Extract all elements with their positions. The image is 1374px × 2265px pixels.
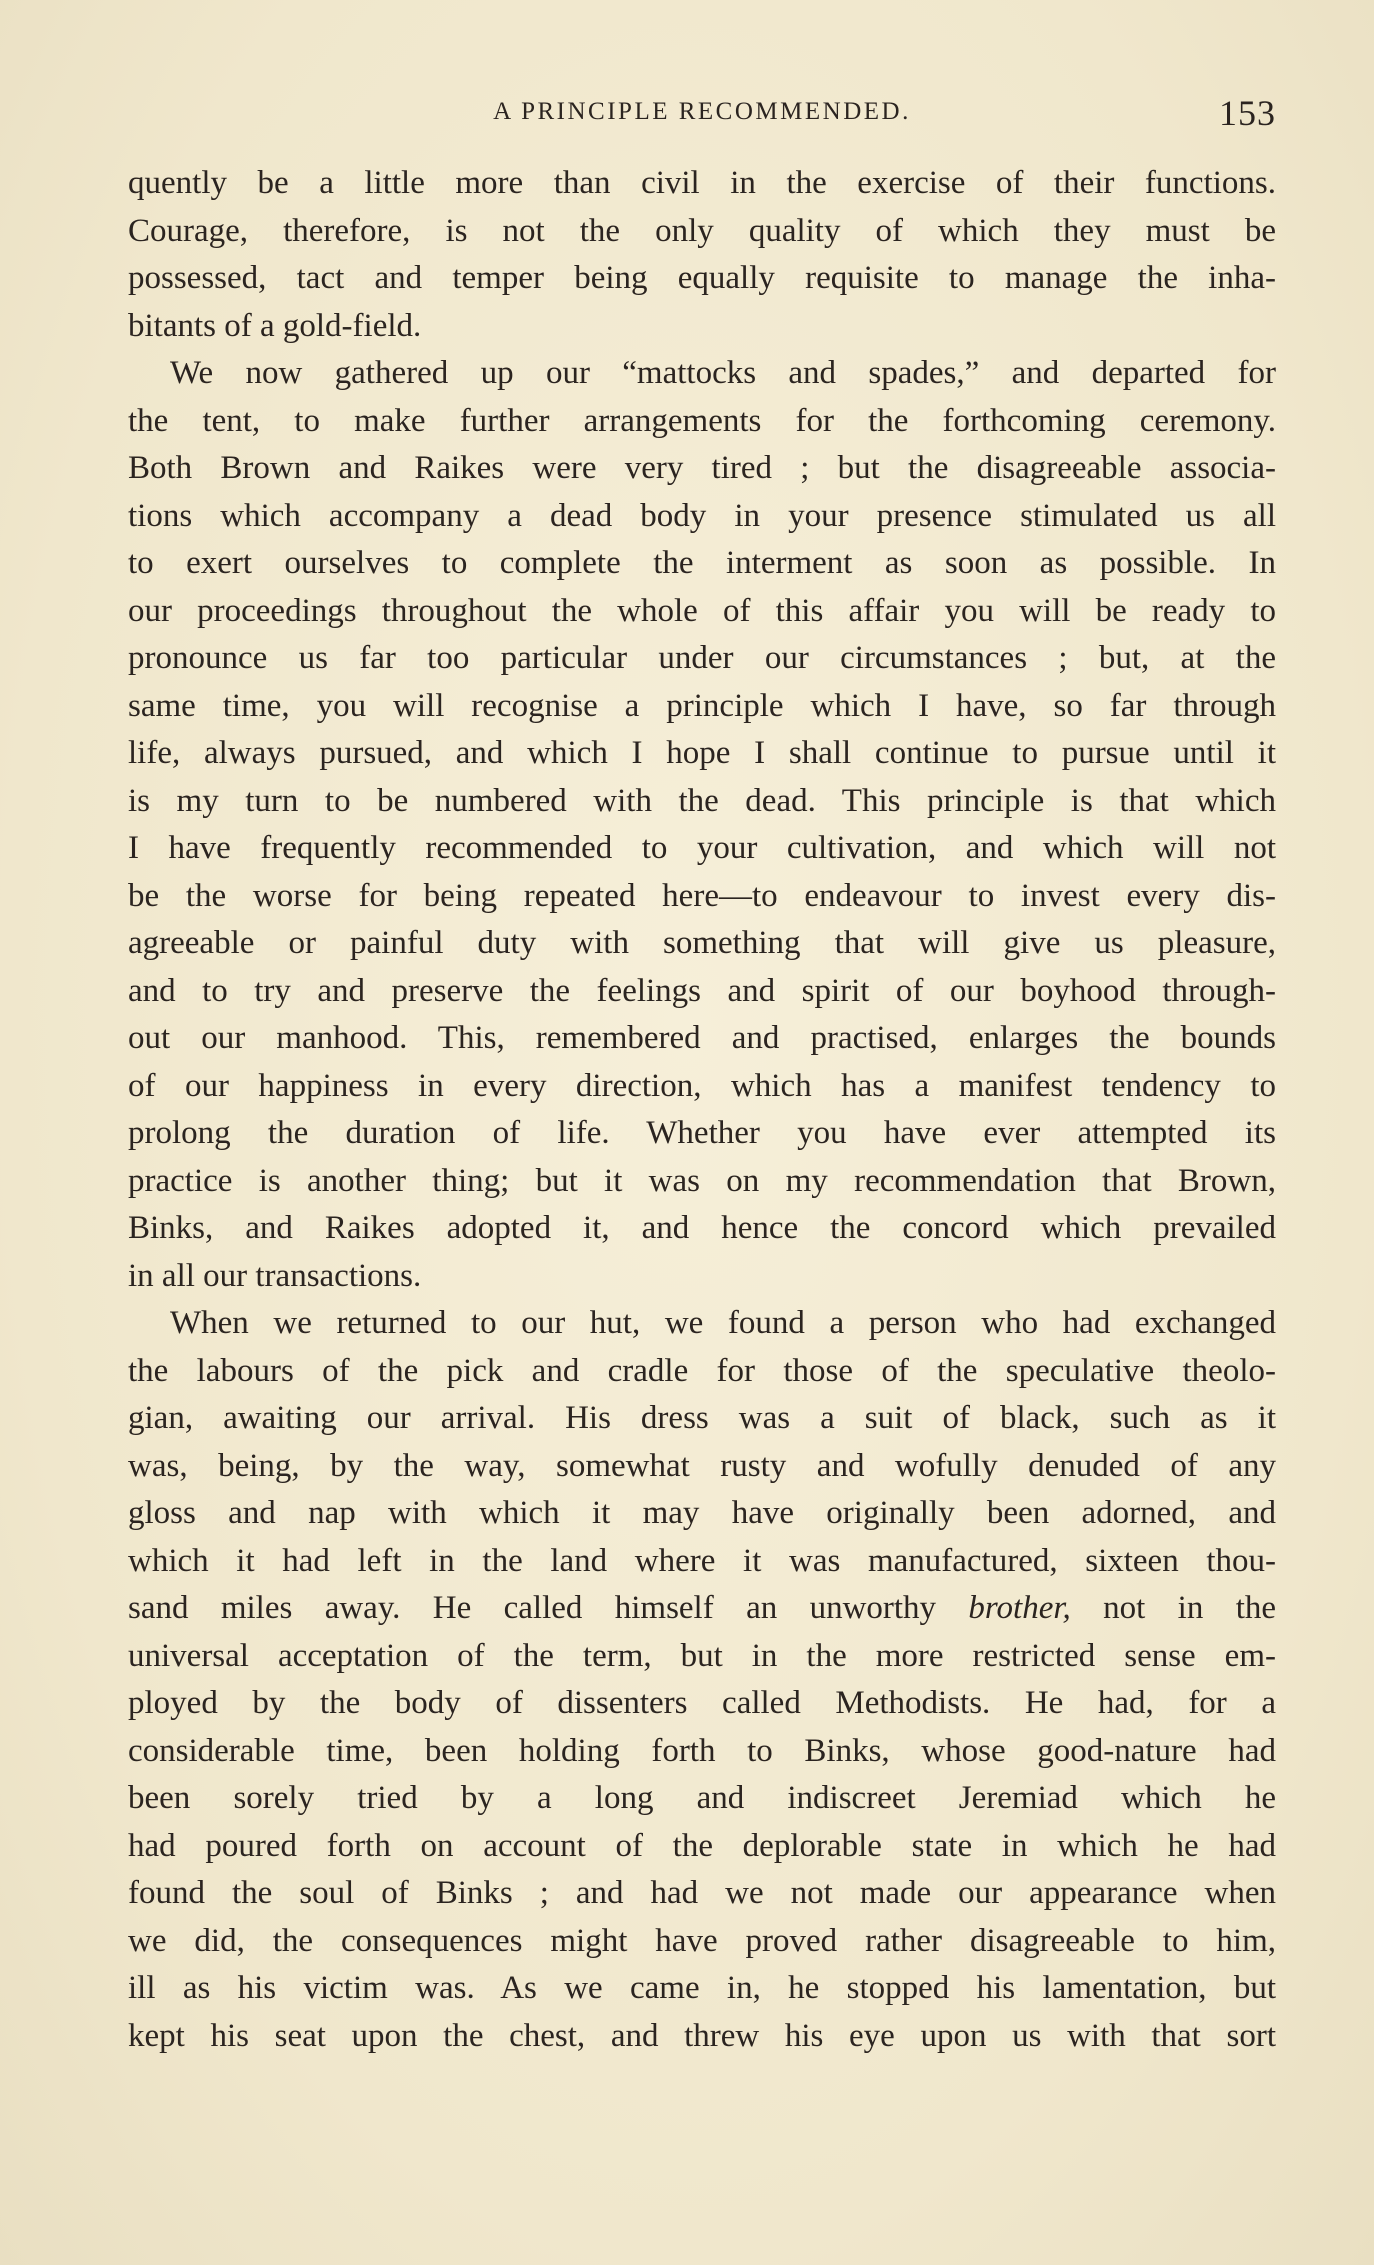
text-line: in all our transactions.: [128, 1257, 422, 1294]
text-line: be the worse for being repeated here—to endeavour to invest every dis-: [128, 877, 1276, 914]
text-line: had poured forth on account of the deplorable state in which he had: [128, 1827, 1276, 1864]
text-line: possessed, tact and temper being equally requisite to manage the inha-: [128, 260, 1276, 296]
text-line: life, always pursued, and which I hope I shall continue to pursue until it: [128, 735, 1276, 771]
text-line: we did, the consequences might have proved rather disagreeable to him,: [128, 1922, 1276, 1959]
text-line: agreeable or painful duty with something that will give us pleasure,: [128, 925, 1276, 961]
text-line: which it had left in the land where it was manufactured, sixteen thou-: [128, 1542, 1276, 1579]
text-line: been sorely tried by a long and indiscreet Jeremiad which he: [128, 1780, 1276, 1816]
text-line: found the soul of Binks ; and had we not made our appearance when: [128, 1875, 1276, 1911]
text-line: the tent, to make further arrangements for the forthcoming ceremony.: [128, 402, 1276, 439]
text-line: of our happiness in every direction, which has a manifest tendency to: [128, 1067, 1276, 1104]
text-line: quently be a little more than civil in the exercise of their functions.: [128, 165, 1276, 201]
text-line: our proceedings throughout the whole of this affair you will be ready to: [128, 592, 1276, 629]
running-title: A PRINCIPLE RECOMMENDED.: [493, 98, 911, 125]
text-line: out our manhood. This, remembered and practised, enlarges the bounds: [128, 1020, 1276, 1056]
text-line: We now gathered up our “mattocks and spades,” and departed for: [170, 355, 1276, 391]
text-line: the labours of the pick and cradle for those of the speculative theolo-: [128, 1352, 1276, 1389]
text-line: ill as his victim was. As we came in, he stopped his lamentation, but: [128, 1970, 1276, 2006]
text-line: to exert ourselves to complete the interment as soon as possible. In: [128, 545, 1276, 581]
text-line: gian, awaiting our arrival. His dress was a suit of black, such as it: [128, 1400, 1276, 1436]
text-segment: sand miles away. He called himself an unworthy: [128, 1590, 969, 1626]
text-line: When we returned to our hut, we found a person who had exchanged: [170, 1305, 1276, 1341]
body-text: [128, 160, 1276, 2060]
text-line: bitants of a gold-field.: [128, 307, 422, 344]
text-line: [128, 1585, 1276, 1633]
text-segment: not in the: [1070, 1590, 1276, 1626]
text-line: universal acceptation of the term, but in the more restricted sense em-: [128, 1637, 1276, 1674]
text-line: and to try and preserve the feelings and spirit of our boyhood through-: [128, 972, 1276, 1009]
running-head: [128, 93, 1276, 136]
text-line: I have frequently recommended to your cultivation, and which will not: [128, 830, 1276, 866]
text-line: Binks, and Raikes adopted it, and hence the concord which prevailed: [128, 1210, 1276, 1246]
page-number: 153: [1219, 93, 1276, 133]
italic-word: brother,: [968, 1590, 1071, 1626]
text-line: is my turn to be numbered with the dead. This principle is that which: [128, 782, 1276, 819]
text-line: Both Brown and Raikes were very tired ; but the disagreeable associa-: [128, 450, 1276, 486]
text-line: gloss and nap with which it may have originally been adorned, and: [128, 1495, 1276, 1531]
text-line: ployed by the body of dissenters called Methodists. He had, for a: [128, 1685, 1276, 1721]
text-line: kept his seat upon the chest, and threw his eye upon us with that sort: [128, 2017, 1276, 2054]
text-line: Courage, therefore, is not the only quality of which they must be: [128, 212, 1276, 249]
text-line: prolong the duration of life. Whether you have ever attempted its: [128, 1115, 1276, 1151]
text-line: tions which accompany a dead body in your presence stimulated us all: [128, 497, 1276, 534]
text-line: considerable time, been holding forth to Binks, whose good-nature had: [128, 1732, 1276, 1769]
text-line: same time, you will recognise a principle which I have, so far through: [128, 687, 1276, 724]
text-line: practice is another thing; but it was on my recommendation that Brown,: [128, 1162, 1276, 1199]
text-line: pronounce us far too particular under our circumstances ; but, at the: [128, 640, 1276, 676]
text-line: was, being, by the way, somewhat rusty and wofully denuded of any: [128, 1447, 1276, 1484]
